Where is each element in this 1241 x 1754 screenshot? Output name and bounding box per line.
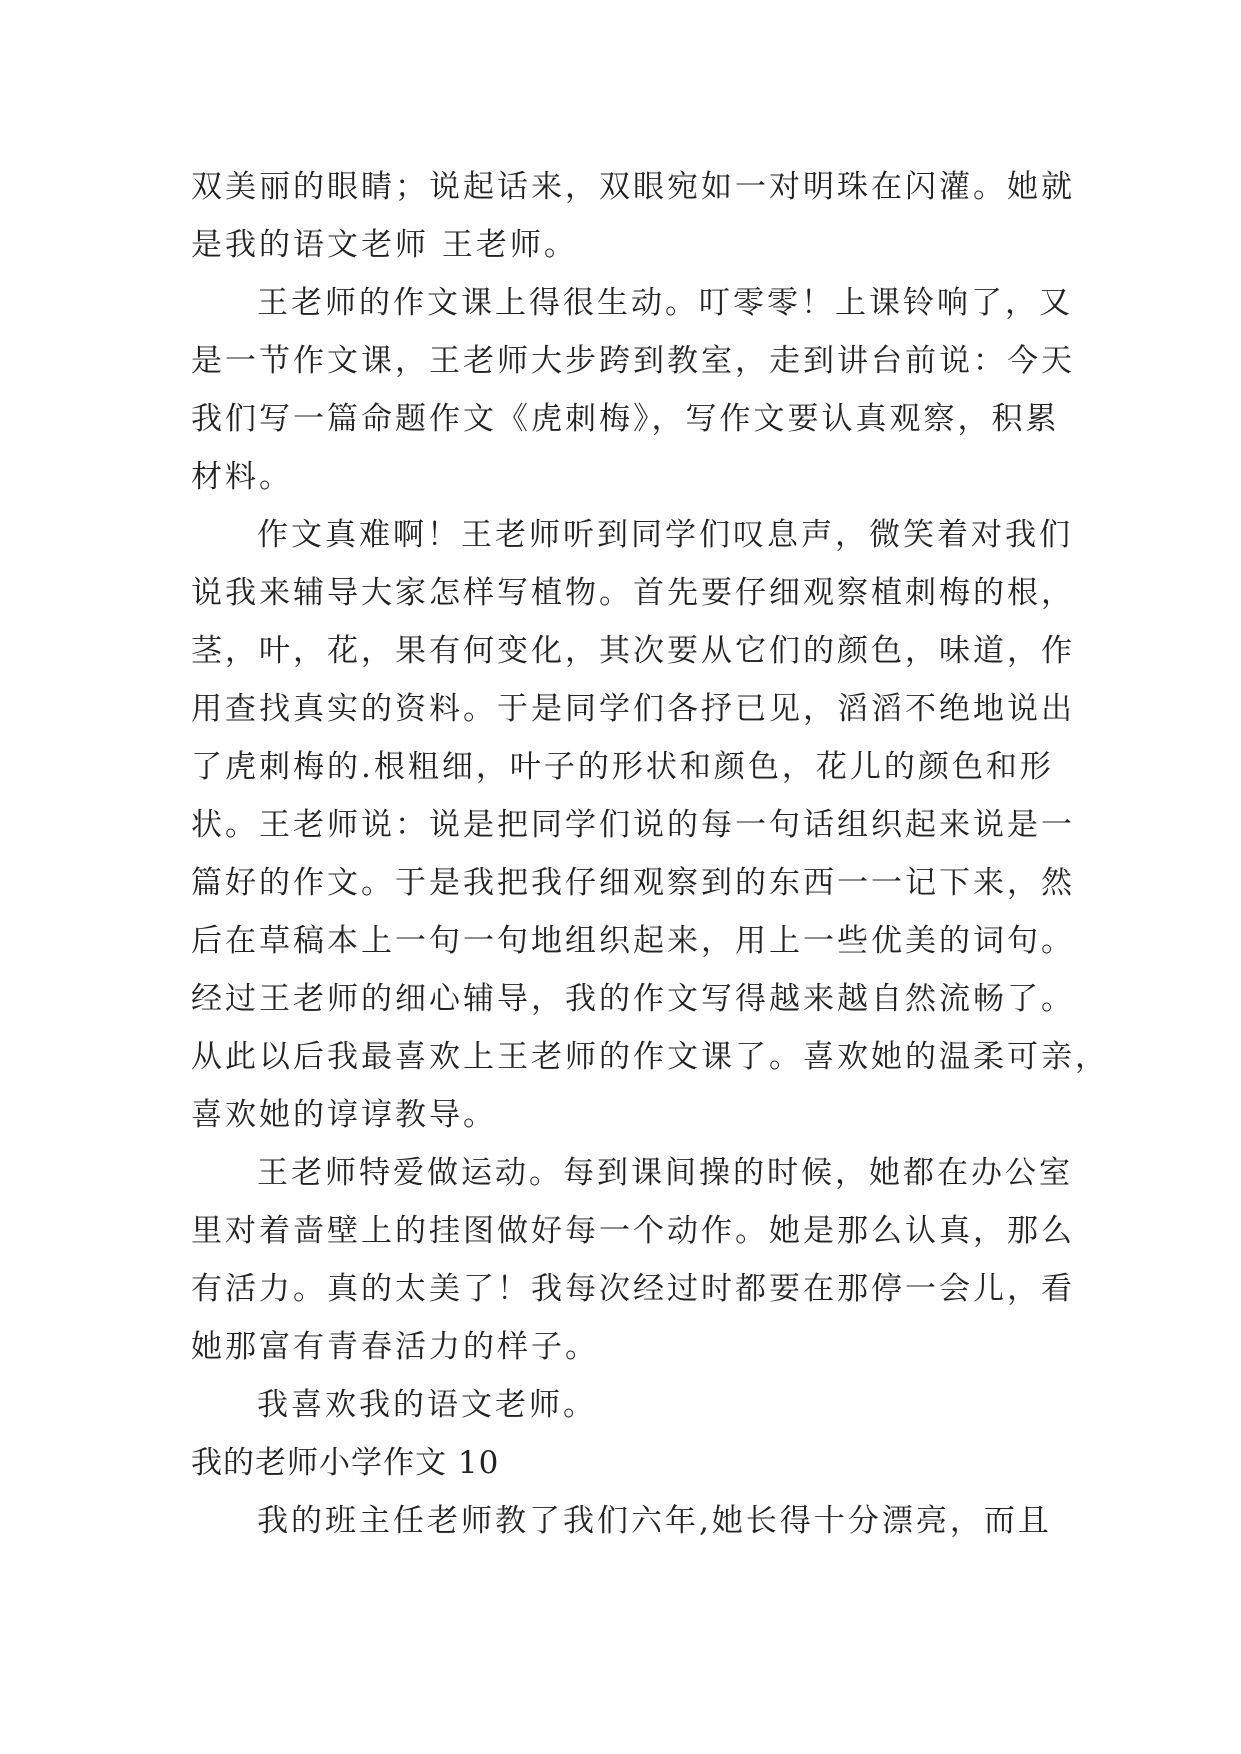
paragraph-line: 材料。 — [191, 459, 293, 495]
paragraph-line: 我们写一篇命题作文《虎刺梅》，写作文要认真观察，积累 — [191, 401, 1060, 437]
paragraph-line: 状。王老师说：说是把同学们说的每一句话组织起来说是一 — [191, 807, 1075, 843]
essay-body — [191, 158, 1109, 1550]
paragraph-line: 我喜欢我的语文老师。 — [257, 1387, 597, 1423]
paragraph-line: 我的班主任老师教了我们六年,她长得十分漂亮，而且 — [257, 1503, 1052, 1539]
paragraph-line: 是我的语文老师 王老师。 — [191, 227, 578, 263]
paragraph-line: 作文真难啊！王老师听到同学们叹息声，微笑着对我们 — [257, 517, 1073, 553]
paragraph-line: 了虎刺梅的.根粗细，叶子的形状和颜色，花儿的颜色和形 — [191, 749, 1054, 785]
paragraph-line: 茎，叶，花，果有何变化，其次要从它们的颜色，味道，作 — [191, 633, 1075, 669]
section-heading: 我的老师小学作文 10 — [191, 1445, 500, 1481]
paragraph-line: 她那富有青春活力的样子。 — [191, 1329, 599, 1365]
paragraph-line: 经过王老师的细心辅导，我的作文写得越来越自然流畅了。 — [191, 981, 1075, 1017]
paragraph-line: 王老师的作文课上得很生动。叮零零！上课铃响了，又 — [257, 285, 1073, 321]
paragraph-line: 用查找真实的资料。于是同学们各抒已见，滔滔不绝地说出 — [191, 691, 1075, 727]
paragraph-line: 里对着啬壁上的挂图做好每一个动作。她是那么认真，那么 — [191, 1213, 1075, 1249]
paragraph-line: 是一节作文课，王老师大步跨到教室，走到讲台前说：今天 — [191, 343, 1075, 379]
paragraph-line: 从此以后我最喜欢上王老师的作文课了。喜欢她的温柔可亲， — [191, 1039, 1109, 1075]
paragraph-line: 有活力。真的太美了！我每次经过时都要在那停一会儿，看 — [191, 1271, 1075, 1307]
paragraph-line: 王老师特爱做运动。每到课间操的时候，她都在办公室 — [257, 1155, 1073, 1191]
paragraph-line: 说我来辅导大家怎样写植物。首先要仔细观察植刺梅的根， — [191, 575, 1075, 611]
paragraph-line: 双美丽的眼睛；说起话来，双眼宛如一对明珠在闪灌。她就 — [191, 169, 1075, 205]
paragraph-line: 篇好的作文。于是我把我仔细观察到的东西一一记下来，然 — [191, 865, 1075, 901]
paragraph-line: 后在草稿本上一句一句地组织起来，用上一些优美的词句。 — [191, 923, 1075, 959]
paragraph-line: 喜欢她的谆谆教导。 — [191, 1097, 497, 1133]
